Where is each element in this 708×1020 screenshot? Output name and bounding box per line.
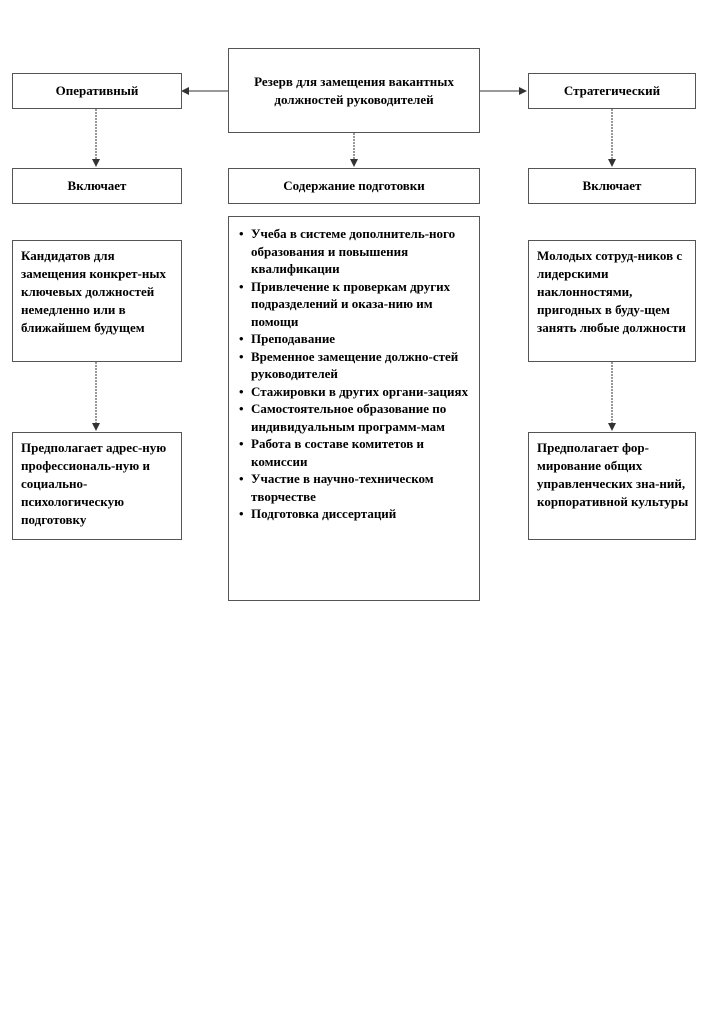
root-box <box>228 48 480 133</box>
strategic-title: Стратегический <box>563 83 661 98</box>
list-item: • Стажировки в других органи-зациях <box>239 383 471 401</box>
list-item: • Учеба в системе дополнитель-ного образования и повышения квалификации <box>239 225 471 278</box>
strategic-includes-label: Включает <box>582 178 642 193</box>
list-item: • Работа в составе комитетов и комиссии <box>239 435 471 470</box>
root-label: Резерв для замещения вакантных должностей руководителей <box>254 73 454 107</box>
list-item: • Самостоятельное образование по индивидуальным программ-мам <box>239 400 471 435</box>
operational-title: Оперативный <box>55 83 139 98</box>
strategic-assumes-box <box>528 432 696 540</box>
list-item: • Участие в научно-техническом творчестве <box>239 470 471 505</box>
strategic-description-box <box>528 240 696 362</box>
operational-description-box <box>12 240 182 362</box>
list-item: • Временное замещение должно-стей руководителей <box>239 348 471 383</box>
content-title: Содержание подготовки <box>283 178 425 193</box>
content-list <box>229 217 479 529</box>
content-title-box <box>228 168 480 204</box>
operational-assumes-box <box>12 432 182 540</box>
operational-box <box>12 73 182 109</box>
operational-assumes: Предполагает адрес-ную профессиональ-ную и социально-психологическую подготовку <box>21 440 167 527</box>
strategic-description: Молодых сотруд-ников с лидерскими наклонностями, пригодных в буду-щем занять любые должности <box>537 248 686 335</box>
operational-includes-label: Включает <box>67 178 127 193</box>
list-item: • Привлечение к проверкам других подразделений и оказа-нию им помощи <box>239 278 471 331</box>
operational-includes-box <box>12 168 182 204</box>
list-item: • Подготовка диссертаций <box>239 505 471 523</box>
list-item: • Преподавание <box>239 330 471 348</box>
strategic-assumes: Предполагает фор-мирование общих управленческих зна-ний, корпоративной культуры <box>537 440 689 509</box>
strategic-box <box>528 73 696 109</box>
content-list-box <box>228 216 480 601</box>
operational-description: Кандидатов для замещения конкрет-ных ключевых должностей немедленно или в ближайшем будущем <box>21 248 167 335</box>
strategic-includes-box <box>528 168 696 204</box>
